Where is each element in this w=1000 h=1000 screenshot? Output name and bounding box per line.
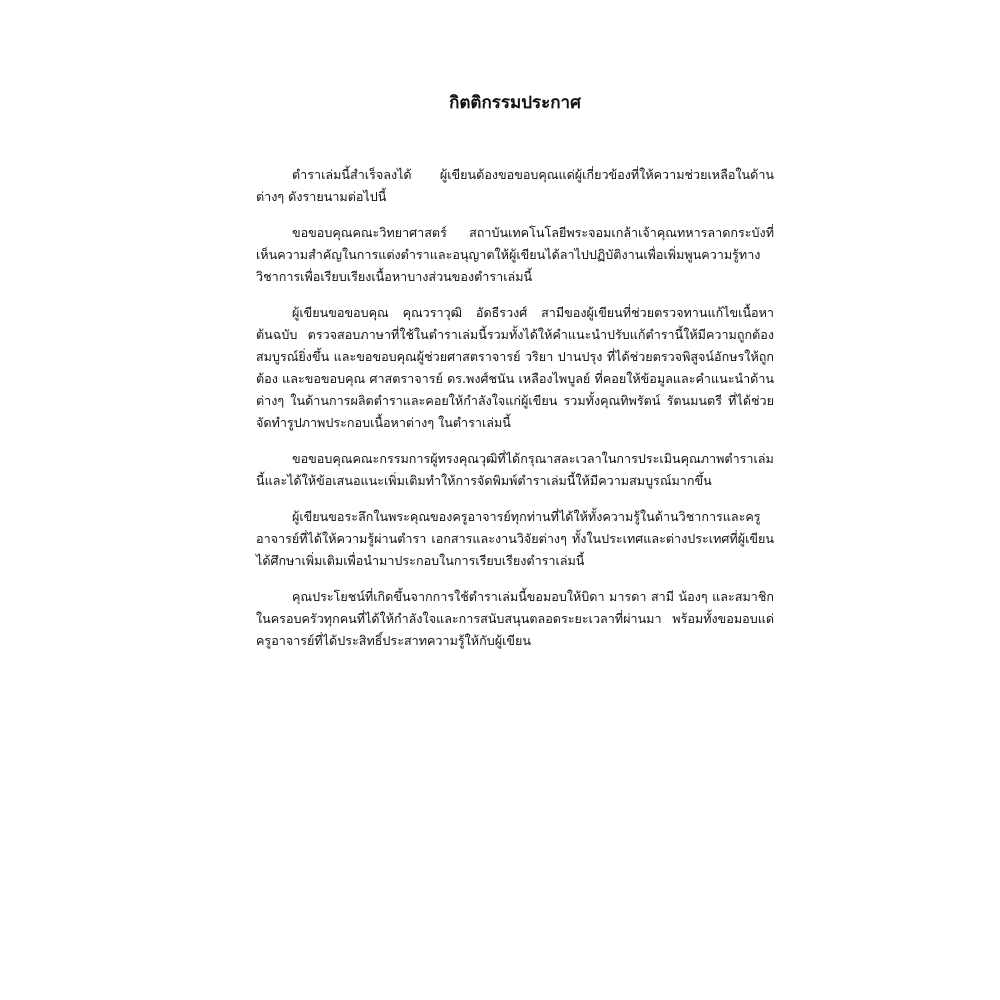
paragraph-intro: ตำราเล่มนี้สำเร็จลงได้ ผู้เขียนต้องขอขอบคุณแด่ผู้เกี่ยวข้องที่ให้ความช่วยเหลือในด้านต่างๆ ดังรายนามต่อไปนี้ (256, 167, 774, 204)
paragraph-faculty: ขอขอบคุณคณะวิทยาศาสตร์ สถาบันเทคโนโลยีพระจอมเกล้าเจ้าคุณทหารลาดกระบังที่เห็นความสำคัญในการแต่งตำราและอนุญาตให้ผู้เขียนได้ลาไปปฏิบัติงานเพื่อเพิ่มพูนความรู้ทางวิชาการเพื่อเรียบเรียงเนื้อหาบางส่วนของตำราเล่มนี้ (256, 225, 774, 284)
document-body (256, 92, 774, 666)
paragraph-reviewers: ผู้เขียนขอขอบคุณ คุณวราวุฒิ อัดธีรวงศ์ สามีของผู้เขียนที่ช่วยตรวจทานแก้ไขเนื้อหาต้นฉบับ ตรวจสอบภาษาที่ใช้ในตำราเล่มนี้รวมทั้งได้ให้คำแนะนำปรับแก้ตำรานี้ให้มีความถูกต้องสมบูรณ์ยิ่งขึ้น และขอขอบคุณผู้ช่วยศาสตราจารย์ วริยา ปานปรุง ที่ได้ช่วยตรวจพิสูจน์อักษรให้ถูกต้อง และขอขอบคุณ ศาสตราจารย์ ดร.พงศ์ชนัน เหลืองไพบูลย์ ที่คอยให้ข้อมูลและคำแนะนำด้านต่างๆ ในด้านการผลิตตำราและคอยให้กำลังใจแก่ผู้เขียน รวมทั้งคุณทิพรัตน์ รัตนมนตรี ที่ได้ช่วยจัดทำรูปภาพประกอบเนื้อหาต่างๆ ในตำราเล่มนี้ (256, 305, 774, 430)
paragraph-family: คุณประโยชน์ที่เกิดขึ้นจากการใช้ตำราเล่มนี้ขอมอบให้บิดา มารดา สามี น้องๆ และสมาชิกในครอบครัวทุกคนที่ได้ให้กำลังใจและการสนับสนุนตลอดระยะเวลาที่ผ่านมา พร้อมทั้งขอมอบแด่ครูอาจารย์ที่ได้ประสิทธิ์ประสาทความรู้ให้กับผู้เขียน (256, 589, 774, 648)
page-title: กิตติกรรมประกาศ (449, 93, 581, 113)
paragraph-committee: ขอขอบคุณคณะกรรมการผู้ทรงคุณวุฒิที่ได้กรุณาสละเวลาในการประเมินคุณภาพตำราเล่มนี้และได้ให้ข้อเสนอแนะเพิ่มเติมทำให้การจัดพิมพ์ตำราเล่มนี้ให้มีความสมบูรณ์มากขึ้น (256, 451, 774, 488)
paragraph-teachers: ผู้เขียนขอระลึกในพระคุณของครูอาจารย์ทุกท่านที่ได้ให้ทั้งความรู้ในด้านวิชาการและครูอาจารย์ที่ได้ให้ความรู้ผ่านตำรา เอกสารและงานวิจัยต่างๆ ทั้งในประเทศและต่างประเทศที่ผู้เขียนได้ศึกษาเพิ่มเติมเพื่อนำมาประกอบในการเรียบเรียงตำราเล่มนี้ (256, 509, 774, 568)
